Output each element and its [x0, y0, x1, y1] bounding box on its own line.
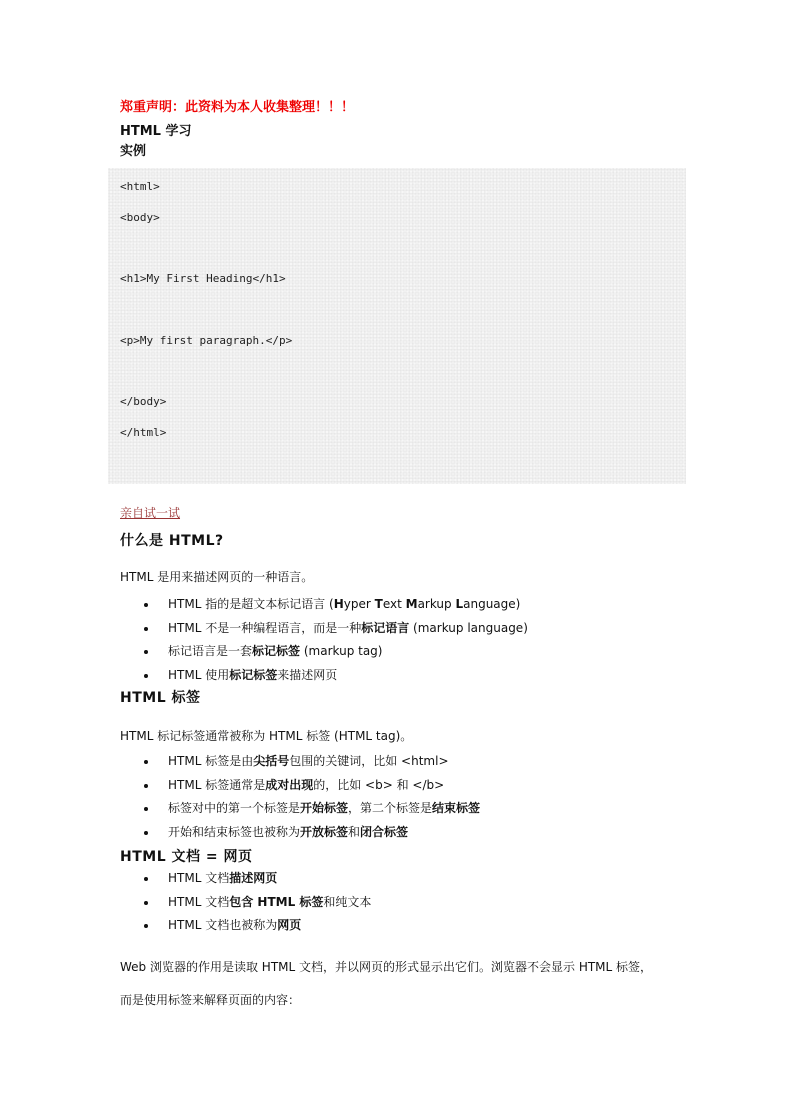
list-item: 标签对中的第一个标签是开始标签，第二个标签是结束标签 — [144, 797, 480, 821]
list-item: HTML 文档包含 HTML 标签和纯文本 — [144, 891, 371, 915]
code-line: <p>My first paragraph.</p> — [120, 334, 293, 347]
disclaimer-notice: 郑重声明：此资料为本人收集整理！！！ — [120, 100, 355, 115]
list-item: HTML 标签是由尖括号包围的关键词，比如 <html> — [144, 750, 480, 774]
code-line: </body> — [120, 395, 167, 408]
paragraph-line: Web 浏览器的作用是读取 HTML 文档，并以网页的形式显示出它们。浏览器不会显示 HTML 标签， — [120, 960, 653, 974]
try-it-yourself-link[interactable]: 亲自试一试 — [120, 506, 181, 520]
code-line: </html> — [120, 426, 167, 439]
code-line: <body> — [120, 211, 160, 224]
section-heading-html-tags: HTML 标签 — [120, 690, 201, 706]
list-item: 开始和结束标签也被称为开放标签和闭合标签 — [144, 821, 480, 845]
code-example-box — [108, 168, 686, 484]
code-line: <h1>My First Heading</h1> — [120, 272, 286, 285]
code-line: <html> — [120, 180, 160, 193]
section-intro: HTML 标记标签通常被称为 HTML 标签 (HTML tag)。 — [120, 729, 413, 743]
list-item: 标记语言是一套标记标签 (markup tag) — [144, 640, 528, 664]
list-item: HTML 使用标记标签来描述网页 — [144, 664, 528, 688]
list-item: HTML 指的是超文本标记语言 (Hyper Text Markup Language) — [144, 593, 528, 617]
list-item: HTML 文档描述网页 — [144, 867, 371, 891]
bullet-list — [144, 867, 371, 938]
bullet-list — [144, 593, 528, 687]
list-item: HTML 文档也被称为网页 — [144, 914, 371, 938]
section-intro: HTML 是用来描述网页的一种语言。 — [120, 570, 314, 584]
paragraph-line: 而是使用标签来解释页面的内容： — [120, 993, 301, 1007]
list-item: HTML 不是一种编程语言，而是一种标记语言 (markup language) — [144, 617, 528, 641]
section-heading-what-is-html: 什么是 HTML? — [120, 533, 224, 549]
list-item: HTML 标签通常是成对出现的，比如 <b> 和 </b> — [144, 774, 480, 798]
doc-title: HTML 学习 — [120, 124, 192, 139]
example-heading: 实例 — [120, 144, 147, 159]
bullet-list — [144, 750, 480, 844]
section-heading-html-doc: HTML 文档 = 网页 — [120, 849, 253, 865]
